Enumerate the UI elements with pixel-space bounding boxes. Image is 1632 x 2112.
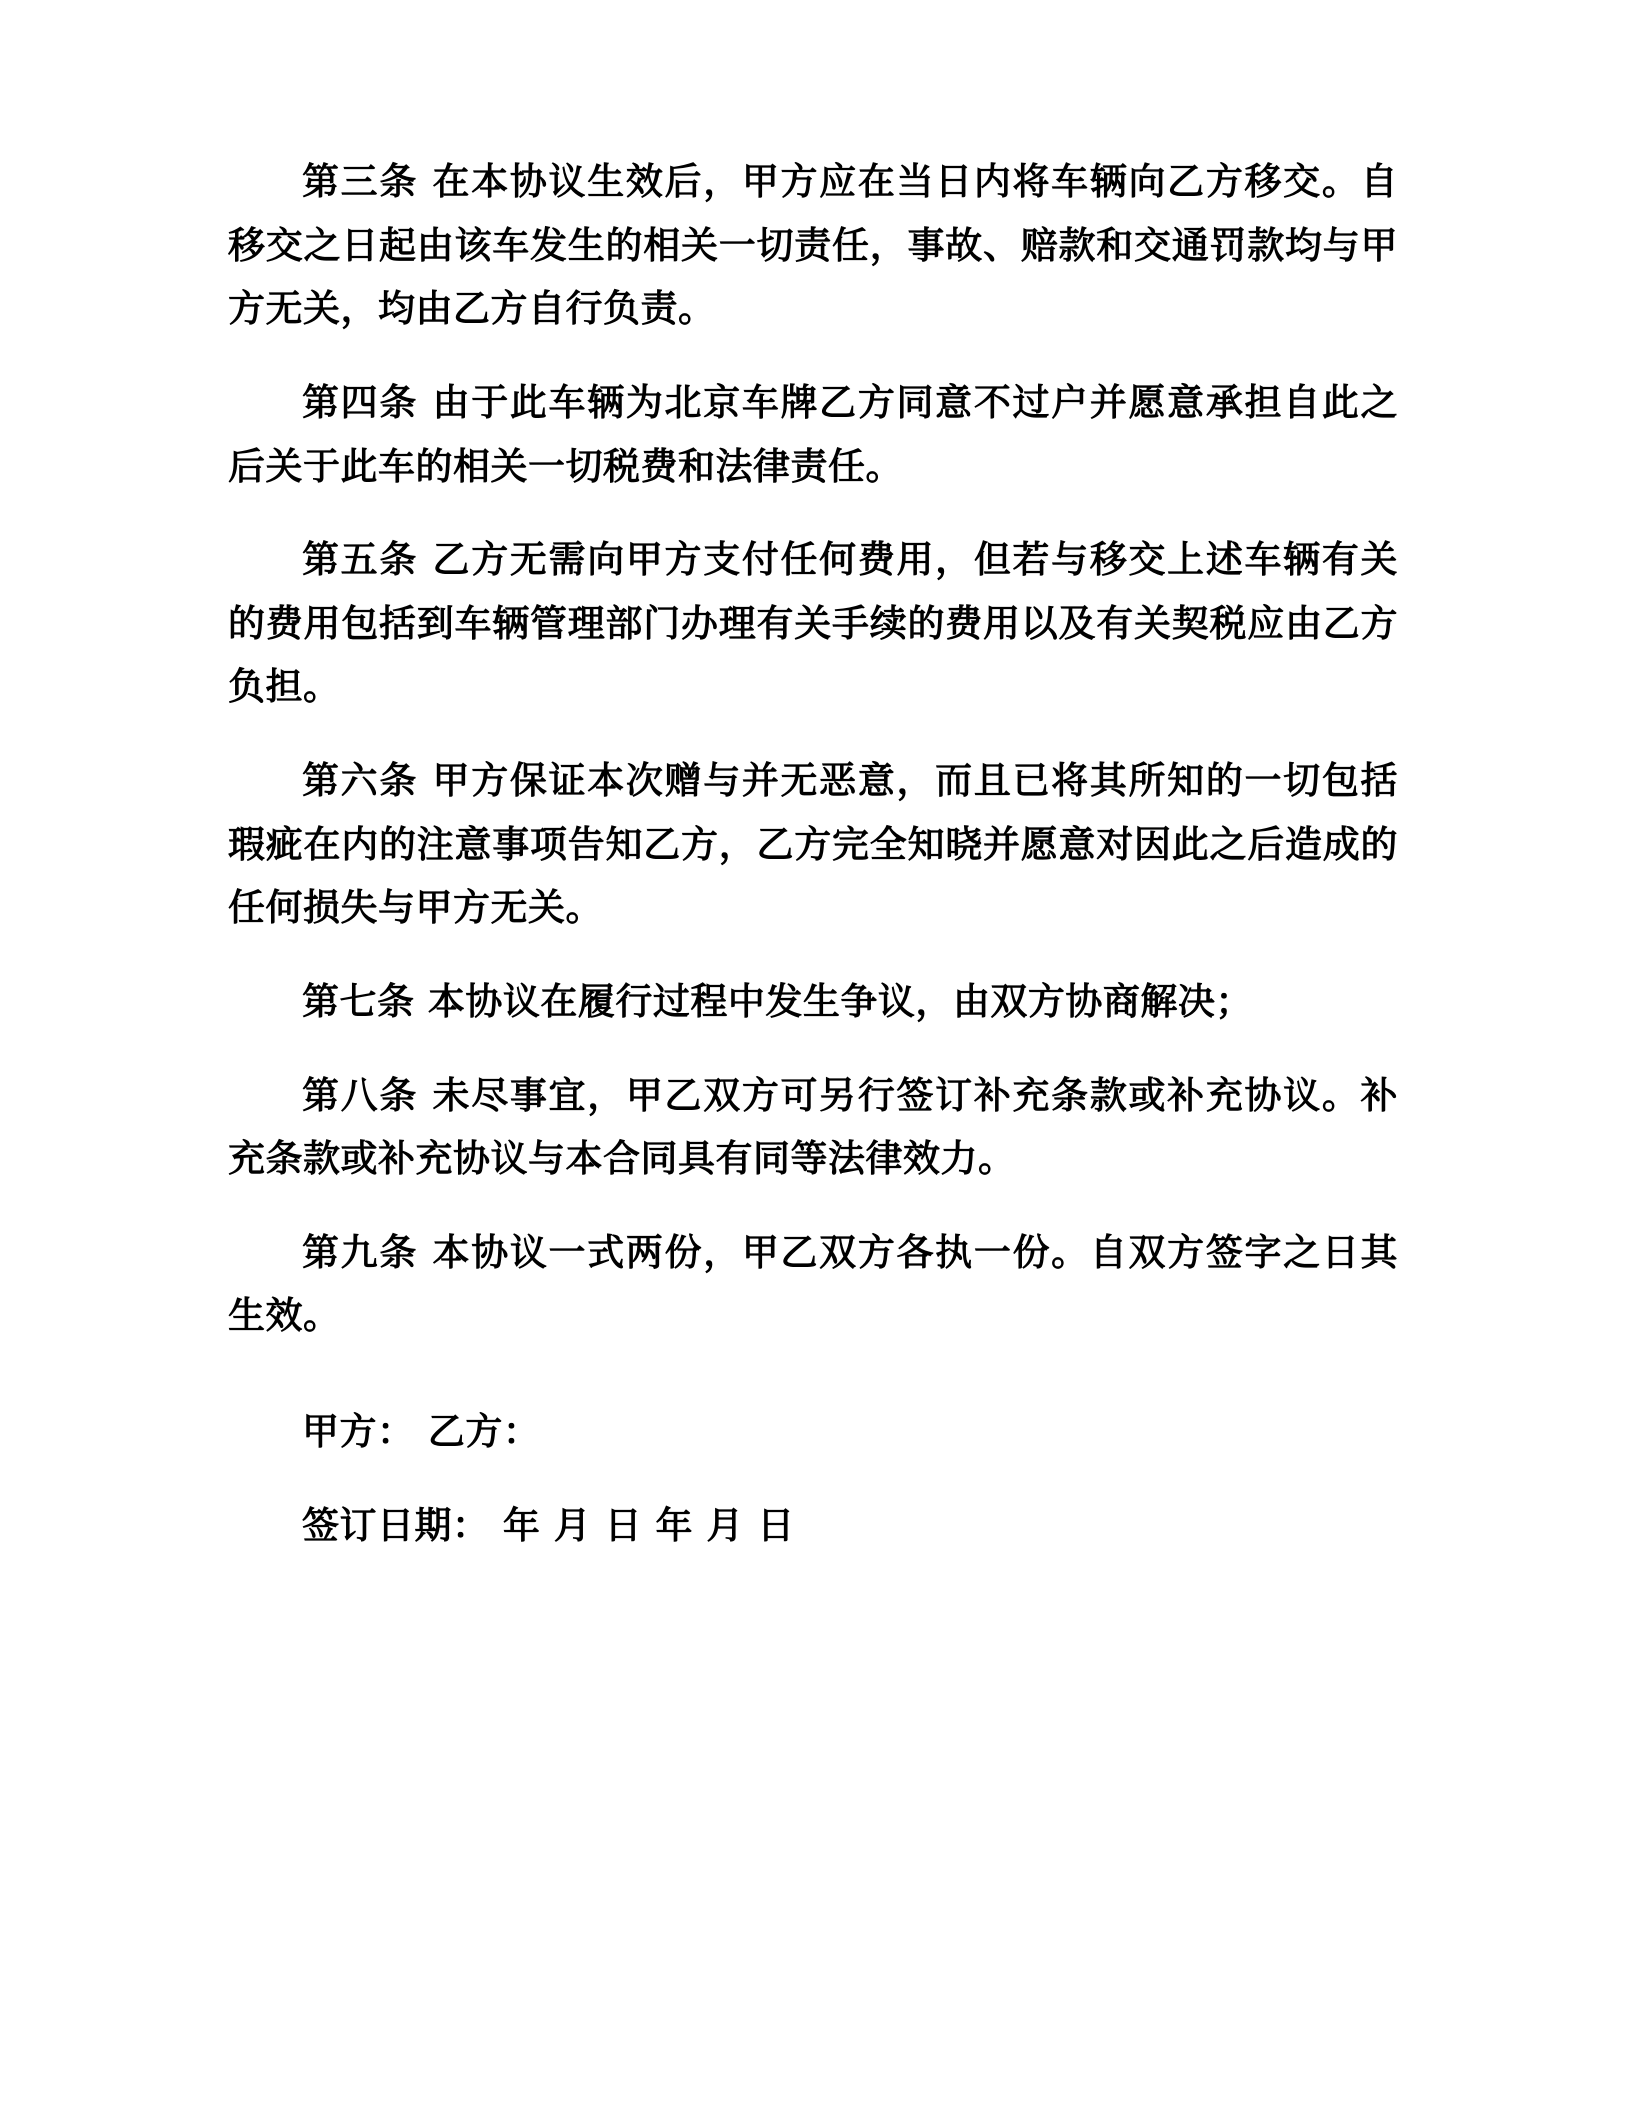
signature-parties-line: 甲方： 乙方：	[302, 1410, 541, 1453]
clause-paragraph-7: 第七条 本协议在履行过程中发生争议，由双方协商解决；	[302, 979, 1253, 1023]
clause-paragraph-5: 第五条 乙方无需向甲方支付任何费用，但若与移交上述车辆有关的费用包括到车辆管理部门办理有关手续的费用以及有关契税应由乙方负担。	[228, 538, 1398, 709]
clause-paragraph-6: 第六条 甲方保证本次赠与并无恶意，而且已将其所知的一切包括瑕疵在内的注意事项告知乙方，乙方完全知晓并愿意对因此之后造成的任何损失与甲方无关。	[228, 759, 1398, 930]
clause-paragraph-9: 第九条 本协议一式两份，甲乙双方各执一份。自双方签字之日其生效。	[228, 1230, 1398, 1338]
clause-paragraph-4: 第四条 由于此车辆为北京车牌乙方同意不过户并愿意承担自此之后关于此车的相关一切税费和法律责任。	[228, 380, 1398, 488]
signature-spacer	[228, 1378, 1398, 1400]
signature-date-line: 签订日期： 年 月 日 年 月 日	[302, 1503, 795, 1547]
clause-paragraph-8: 第八条 未尽事宜，甲乙双方可另行签订补充条款或补充协议。补充条款或补充协议与本合同具有同等法律效力。	[228, 1073, 1398, 1181]
document-body	[228, 150, 1398, 1557]
clause-paragraph-3: 第三条 在本协议生效后，甲方应在当日内将车辆向乙方移交。自移交之日起由该车发生的相关一切责任，事故、赔款和交通罚款均与甲方无关，均由乙方自行负责。	[228, 160, 1398, 331]
